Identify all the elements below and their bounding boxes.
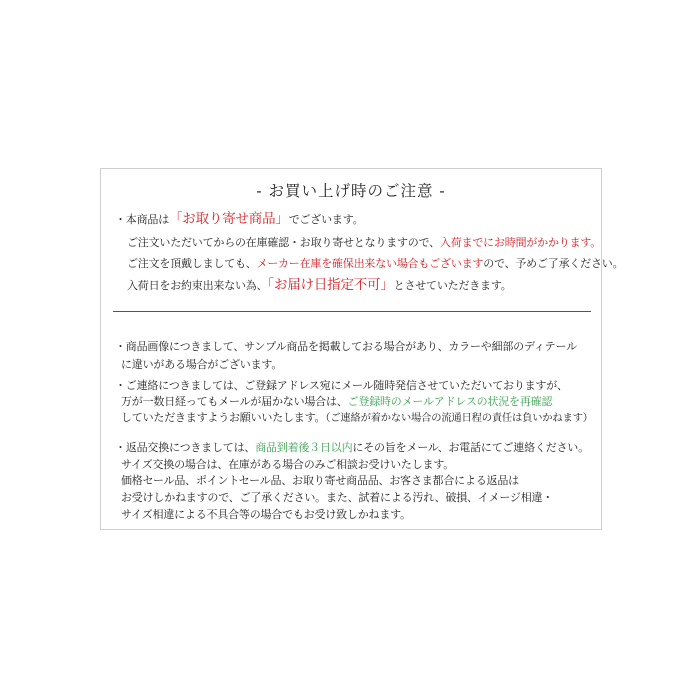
text: とさせていただきます。 xyxy=(393,279,512,292)
notice-line-contact-3 xyxy=(121,412,593,423)
notice-line-image-2: に違いがある場合がございます。 xyxy=(121,358,283,371)
text: していただきますようお願いいたします。 xyxy=(121,411,326,424)
notice-line-stock-check xyxy=(127,237,601,248)
text: でございます。 xyxy=(288,213,364,226)
text: 入荷日をお約束出来ない為、 xyxy=(127,279,268,292)
notice-line-contact-2 xyxy=(121,396,552,407)
text: ・本商品は xyxy=(115,213,169,226)
highlight-return-window: 商品到着後３日以内 xyxy=(255,441,353,454)
notice-line-return-2: サイズ交換の場合は、在庫がある場合のみご相談お受けいたします。 xyxy=(121,458,455,471)
text-disclaimer: （ご連絡が着かない場合の流通日程の責任は負いかねます） xyxy=(325,412,593,424)
highlight-recheck-email: ご登録時のメールアドレスの状況を再確認 xyxy=(347,395,553,408)
notice-line-return-3: 価格セール品、ポイントセール品、お取り寄せ商品品、お客さま都合による返品は xyxy=(121,474,519,487)
notice-box xyxy=(100,168,624,530)
notice-line-no-date xyxy=(127,279,512,293)
text: ので、予めご了承ください。 xyxy=(483,257,624,270)
notice-line-contact-1: ・ご連絡につきましては、ご登録アドレス宛にメール随時発信させていただいておりますが、 xyxy=(115,379,568,392)
text: 万が一数日経ってもメールが届かない場合は、 xyxy=(121,395,348,408)
section-divider xyxy=(113,311,591,312)
notice-line-return-4: お受けしかねますので、ご了承ください。また、試着による汚れ、破損、イメージ相違・ xyxy=(121,491,554,504)
highlight-order-item: 「お取り寄せ商品」 xyxy=(169,211,289,227)
notice-line-stock-unavailable xyxy=(127,258,623,269)
text: ・返品交換につきましては、 xyxy=(115,441,256,454)
text: にその旨をメール、お電話にてご連絡ください。 xyxy=(352,441,589,454)
notice-line-order-type xyxy=(115,213,363,227)
notice-line-return-5: サイズ相違による不具合等の場合でもお受け致しかねます。 xyxy=(121,508,411,521)
notice-line-return-1 xyxy=(115,442,589,453)
highlight-no-date: 「お届け日指定不可」 xyxy=(267,277,394,293)
highlight-delay: 入荷までにお時間がかかります。 xyxy=(439,236,602,249)
notice-title: - お買い上げ時のご注意 - xyxy=(256,182,446,200)
notice-line-image-1: ・商品画像につきまして、サンプル商品を掲載しておる場合があり、カラーや細部のディテール xyxy=(115,340,577,353)
text: ご注文を頂戴しましても、 xyxy=(127,257,257,270)
text: ご注文いただいてからの在庫確認・お取り寄せとなりますので、 xyxy=(127,236,440,249)
highlight-no-stock: メーカー在庫を確保出来ない場合もございます xyxy=(256,257,484,270)
